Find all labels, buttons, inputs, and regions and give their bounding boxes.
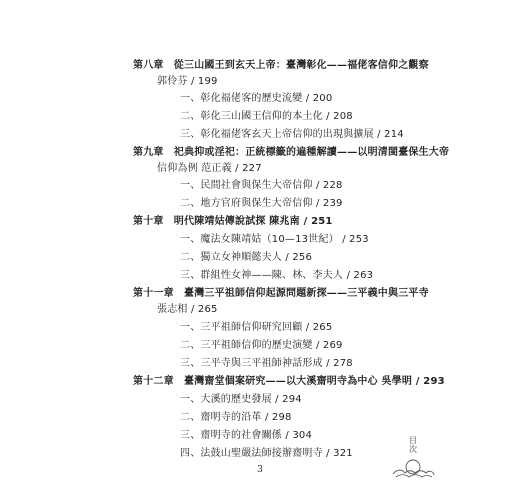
chapter-12-item-3: 三、齋明寺的社會關係 / 304 xyxy=(180,430,313,441)
chapter-11-item-2: 二、三平祖師信仰的歷史演變 / 269 xyxy=(180,340,343,351)
chapter-8-item-2: 二、彰化三山國王信仰的本土化 / 208 xyxy=(180,111,353,122)
chapter-9-heading: 第九章 祀典抑或淫祀：正統標籤的遍種解讀——以明清閩臺保生大帝 xyxy=(133,147,450,158)
chapter-12-item-4: 四、法鼓山聖嚴法師接辦齋明寺 / 321 xyxy=(180,448,353,459)
chapter-12-item-1: 一、大溪的歷史發展 / 294 xyxy=(180,394,302,405)
chapter-11-author: 張志相 / 265 xyxy=(157,304,218,315)
chapter-12-item-2: 二、齋明寺的沿革 / 298 xyxy=(180,412,292,423)
chapter-11-heading: 第十一章 臺灣三平祖師信仰起源問題新探——三平義中與三平寺 xyxy=(133,288,429,299)
contents-label: 目次 xyxy=(408,436,418,454)
chapter-8-item-1: 一、彰化福佬客的歷史流變 / 200 xyxy=(180,93,333,104)
chapter-10-item-3: 三、群組性女神——陳、林、李夫人 / 263 xyxy=(180,270,374,281)
chapter-11-item-3: 三、三平寺與三平祖師神話形成 / 278 xyxy=(180,358,353,369)
chapter-8-item-3: 三、彰化福佬客玄天上帝信仰的出現與擴展 / 214 xyxy=(180,129,404,140)
chapter-8-heading: 第八章 從三山國王到玄天上帝：臺灣彰化——福佬客信仰之觀察 xyxy=(133,60,429,71)
chapter-9-item-1: 一、民間社會與保生大帝信仰 / 228 xyxy=(180,180,343,191)
chapter-10-heading: 第十章 明代陳靖姑傳說試探 陳兆南 / 251 xyxy=(133,216,333,227)
chapter-9-item-2: 二、地方官府與保生大帝信仰 / 239 xyxy=(180,198,343,209)
page-number: 3 xyxy=(257,465,263,475)
chapter-11-item-1: 一、三平祖師信仰研究回顧 / 265 xyxy=(180,322,333,333)
chapter-12-heading: 第十二章 臺灣齋堂個案研究——以大溪齋明寺為中心 吳學明 / 293 xyxy=(133,376,445,387)
chapter-9-author: 信仰為例 范正義 / 227 xyxy=(157,163,262,174)
chapter-10-item-2: 二、獨立女神順懿夫人 / 256 xyxy=(180,252,313,263)
chapter-10-item-1: 一、魔法女陳靖姑（10—13世紀） / 253 xyxy=(180,234,369,245)
chapter-8-author: 郭伶芬 / 199 xyxy=(157,76,218,87)
